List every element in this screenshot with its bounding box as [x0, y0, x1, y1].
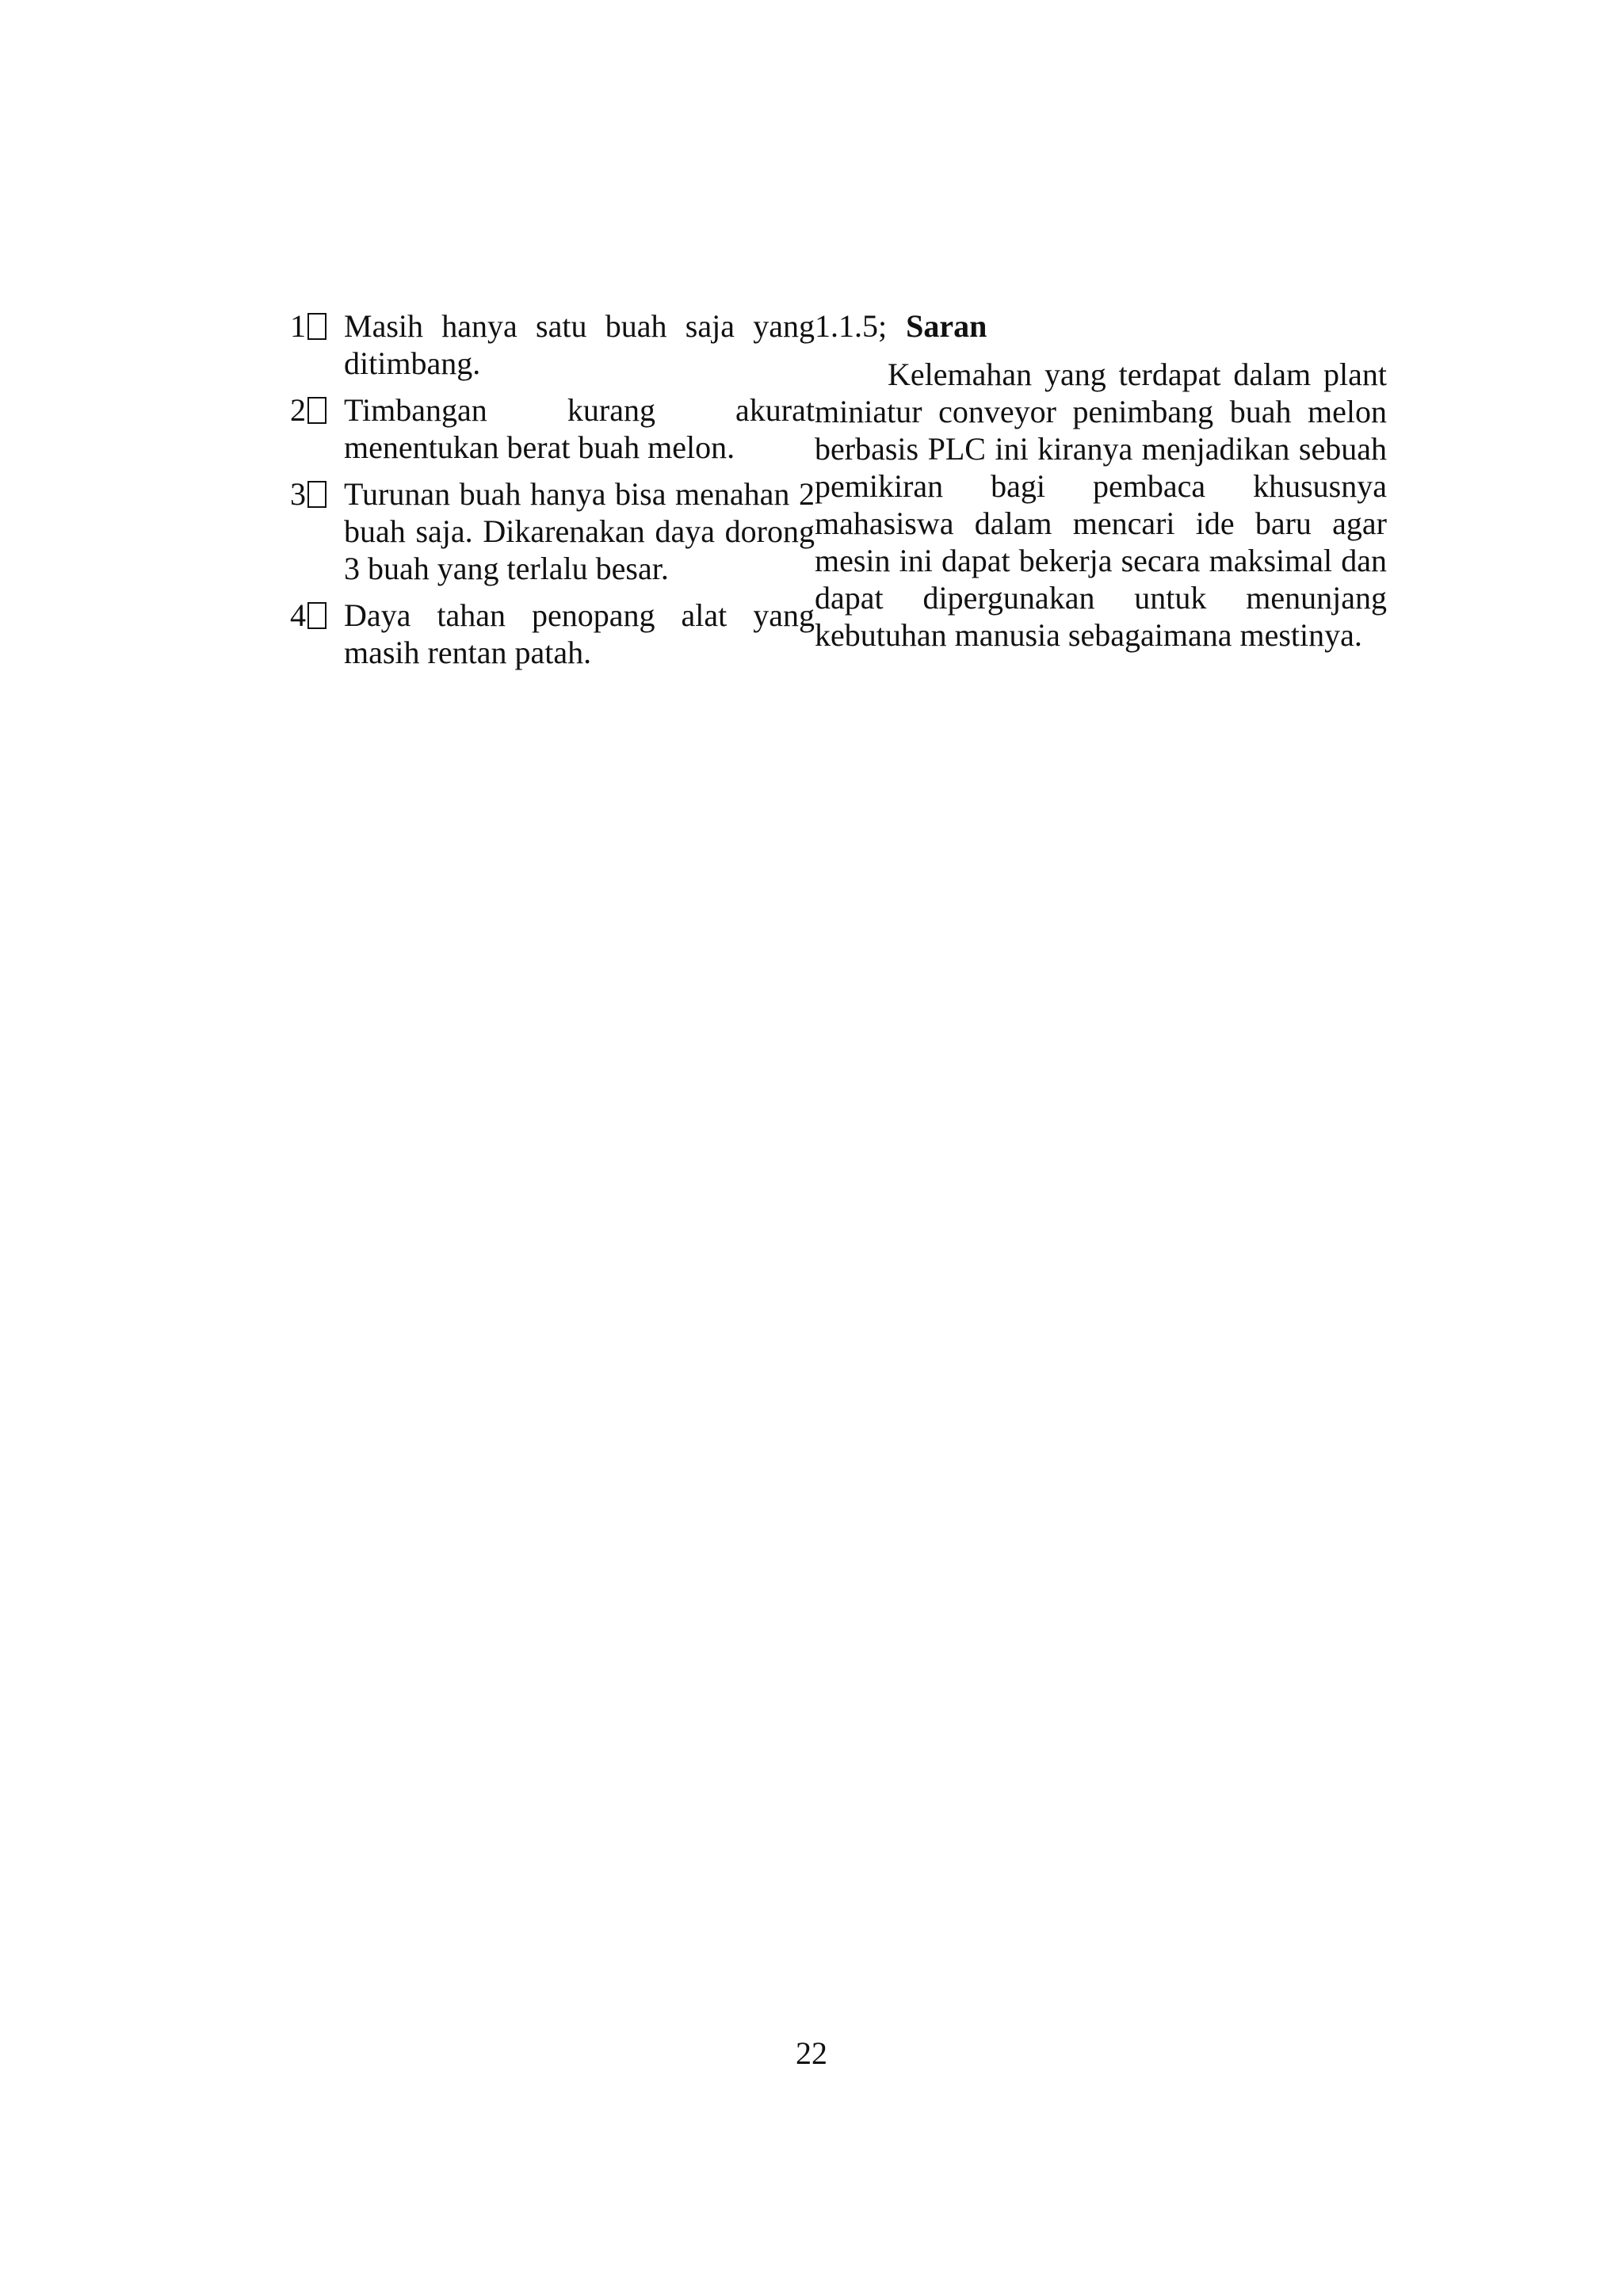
list-item [290, 307, 815, 382]
section-number: 1.1.5; [815, 308, 888, 344]
right-column [815, 307, 1387, 654]
list-item [290, 391, 815, 466]
left-column [290, 307, 815, 671]
missing-glyph-box-icon [307, 313, 327, 340]
list-item-text: Daya tahan penopang alat yang masih rentan patah. [344, 597, 815, 670]
list-item-number: 2 [290, 392, 306, 428]
list-item [290, 597, 815, 671]
section-heading [815, 307, 1387, 345]
list-item-text: Masih hanya satu buah saja yang ditimbang. [344, 308, 815, 381]
list-item-number: 4 [290, 597, 306, 633]
list-item [290, 475, 815, 587]
list-item-marker [290, 475, 344, 513]
section-paragraph: Kelemahan yang terdapat dalam plant miniatur conveyor penimbang buah melon berbasis PLC ini kiranya menjadikan sebuah pemikiran bagi pembaca khususnya mahasiswa dalam mencari ide baru agar mesin ini dapat bekerja secara maksimal dan dapat dipergunakan untuk menunjang kebutuhan manusia sebagaimana mestinya. [815, 357, 1387, 653]
section-title: Saran [906, 308, 987, 344]
list-item-marker [290, 307, 344, 345]
missing-glyph-box-icon [307, 602, 327, 629]
list-item-number: 1 [290, 308, 306, 344]
missing-glyph-box-icon [307, 481, 327, 508]
missing-glyph-box-icon [307, 397, 327, 424]
list-item-marker [290, 391, 344, 429]
list-item-text: Timbangan kurang akurat menentukan berat buah melon. [344, 392, 815, 465]
list-item-number: 3 [290, 476, 306, 512]
page-number: 22 [796, 2035, 827, 2071]
list-item-text: Turunan buah hanya bisa menahan 2 buah saja. Dikarenakan daya dorong 3 buah yang terlalu besar. [344, 476, 815, 586]
list-item-marker [290, 597, 344, 634]
